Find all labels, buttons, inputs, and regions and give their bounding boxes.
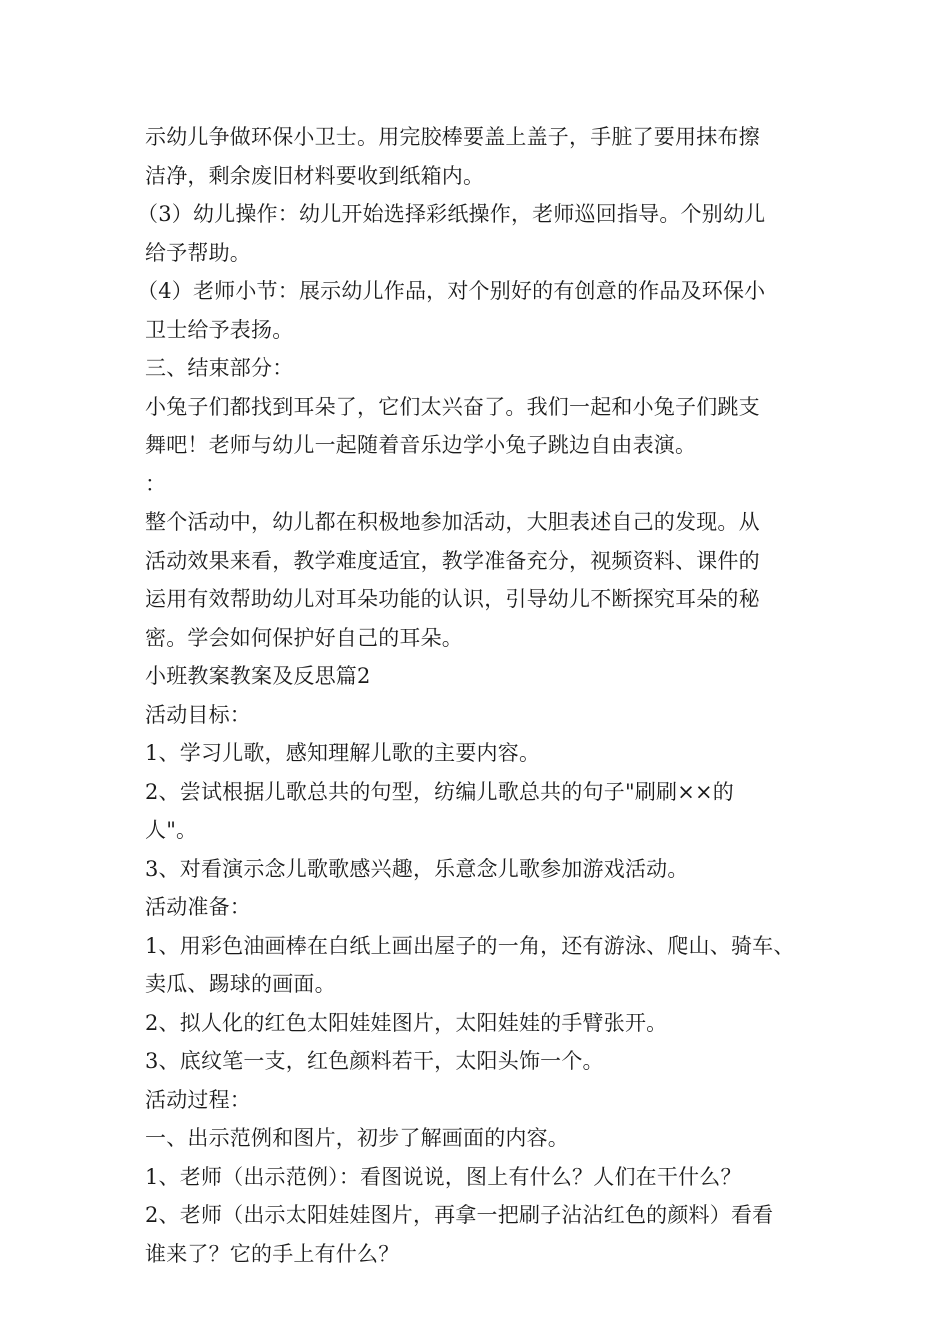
text-line: 活动效果来看，教学难度适宜，教学准备充分，视频资料、课件的 bbox=[145, 548, 760, 573]
text-line: 1、学习儿歌，感知理解儿歌的主要内容。 bbox=[145, 741, 541, 765]
text-line: 谁来了？它的手上有什么？ bbox=[145, 1241, 400, 1266]
text-line: 人"。 bbox=[145, 818, 198, 842]
text-line: 运用有效帮助幼儿对耳朵功能的认识，引导幼儿不断探究耳朵的秘 bbox=[145, 587, 760, 611]
section-heading: 三、结束部分： bbox=[145, 356, 294, 380]
section-heading: 活动目标： bbox=[145, 702, 251, 727]
text-line: 2、老师（出示太阳娃娃图片，再拿一把刷子沾沾红色的颜料）看看 bbox=[145, 1203, 774, 1227]
text-line: 卫士给予表扬。 bbox=[145, 317, 294, 342]
text-line: 2、拟人化的红色太阳娃娃图片，太阳娃娃的手臂张开。 bbox=[145, 1010, 668, 1035]
section-heading: 活动准备： bbox=[145, 895, 251, 919]
section-heading: 活动过程： bbox=[145, 1087, 251, 1112]
text-line: 示幼儿争做环保小卫士。用完胶棒要盖上盖子，手脏了要用抹布擦 bbox=[145, 125, 760, 149]
text-line: ： bbox=[145, 471, 167, 496]
text-line: 洁净，剩余废旧材料要收到纸箱内。 bbox=[145, 163, 485, 188]
text-line: （4）老师小节：展示幼儿作品，对个别好的有创意的作品及环保小 bbox=[137, 279, 766, 303]
text-line: 舞吧！老师与幼儿一起随着音乐边学小兔子跳边自由表演。 bbox=[145, 433, 697, 457]
text-line: 一、出示范例和图片，初步了解画面的内容。 bbox=[145, 1126, 569, 1150]
text-line: （3）幼儿操作：幼儿开始选择彩纸操作，老师巡回指导。个别幼儿 bbox=[137, 202, 766, 226]
text-line: 小兔子们都找到耳朵了，它们太兴奋了。我们一起和小兔子们跳支 bbox=[145, 394, 760, 419]
text-line: 3、对看演示念儿歌歌感兴趣，乐意念儿歌参加游戏活动。 bbox=[145, 856, 689, 881]
text-line: 2、尝试根据儿歌总共的句型，纺编儿歌总共的句子"刷刷××的 bbox=[145, 779, 735, 804]
text-line: 密。学会如何保护好自己的耳朵。 bbox=[145, 625, 463, 650]
text-line: 给予帮助。 bbox=[145, 240, 251, 265]
document-page bbox=[137, 118, 845, 1273]
text-line: 1、老师（出示范例）：看图说说，图上有什么？人们在干什么？ bbox=[145, 1164, 742, 1189]
text-line: 整个活动中，幼儿都在积极地参加活动，大胆表述自己的发现。从 bbox=[145, 510, 760, 534]
text-line: 卖瓜、踢球的画面。 bbox=[145, 972, 336, 996]
text-line: 1、用彩色油画棒在白纸上画出屋子的一角，还有游泳、爬山、骑车、 bbox=[145, 933, 795, 958]
text-line: 3、底纹笔一支，红色颜料若干，太阳头饰一个。 bbox=[145, 1049, 604, 1073]
article-heading: 小班教案教案及反思篇2 bbox=[145, 664, 371, 688]
